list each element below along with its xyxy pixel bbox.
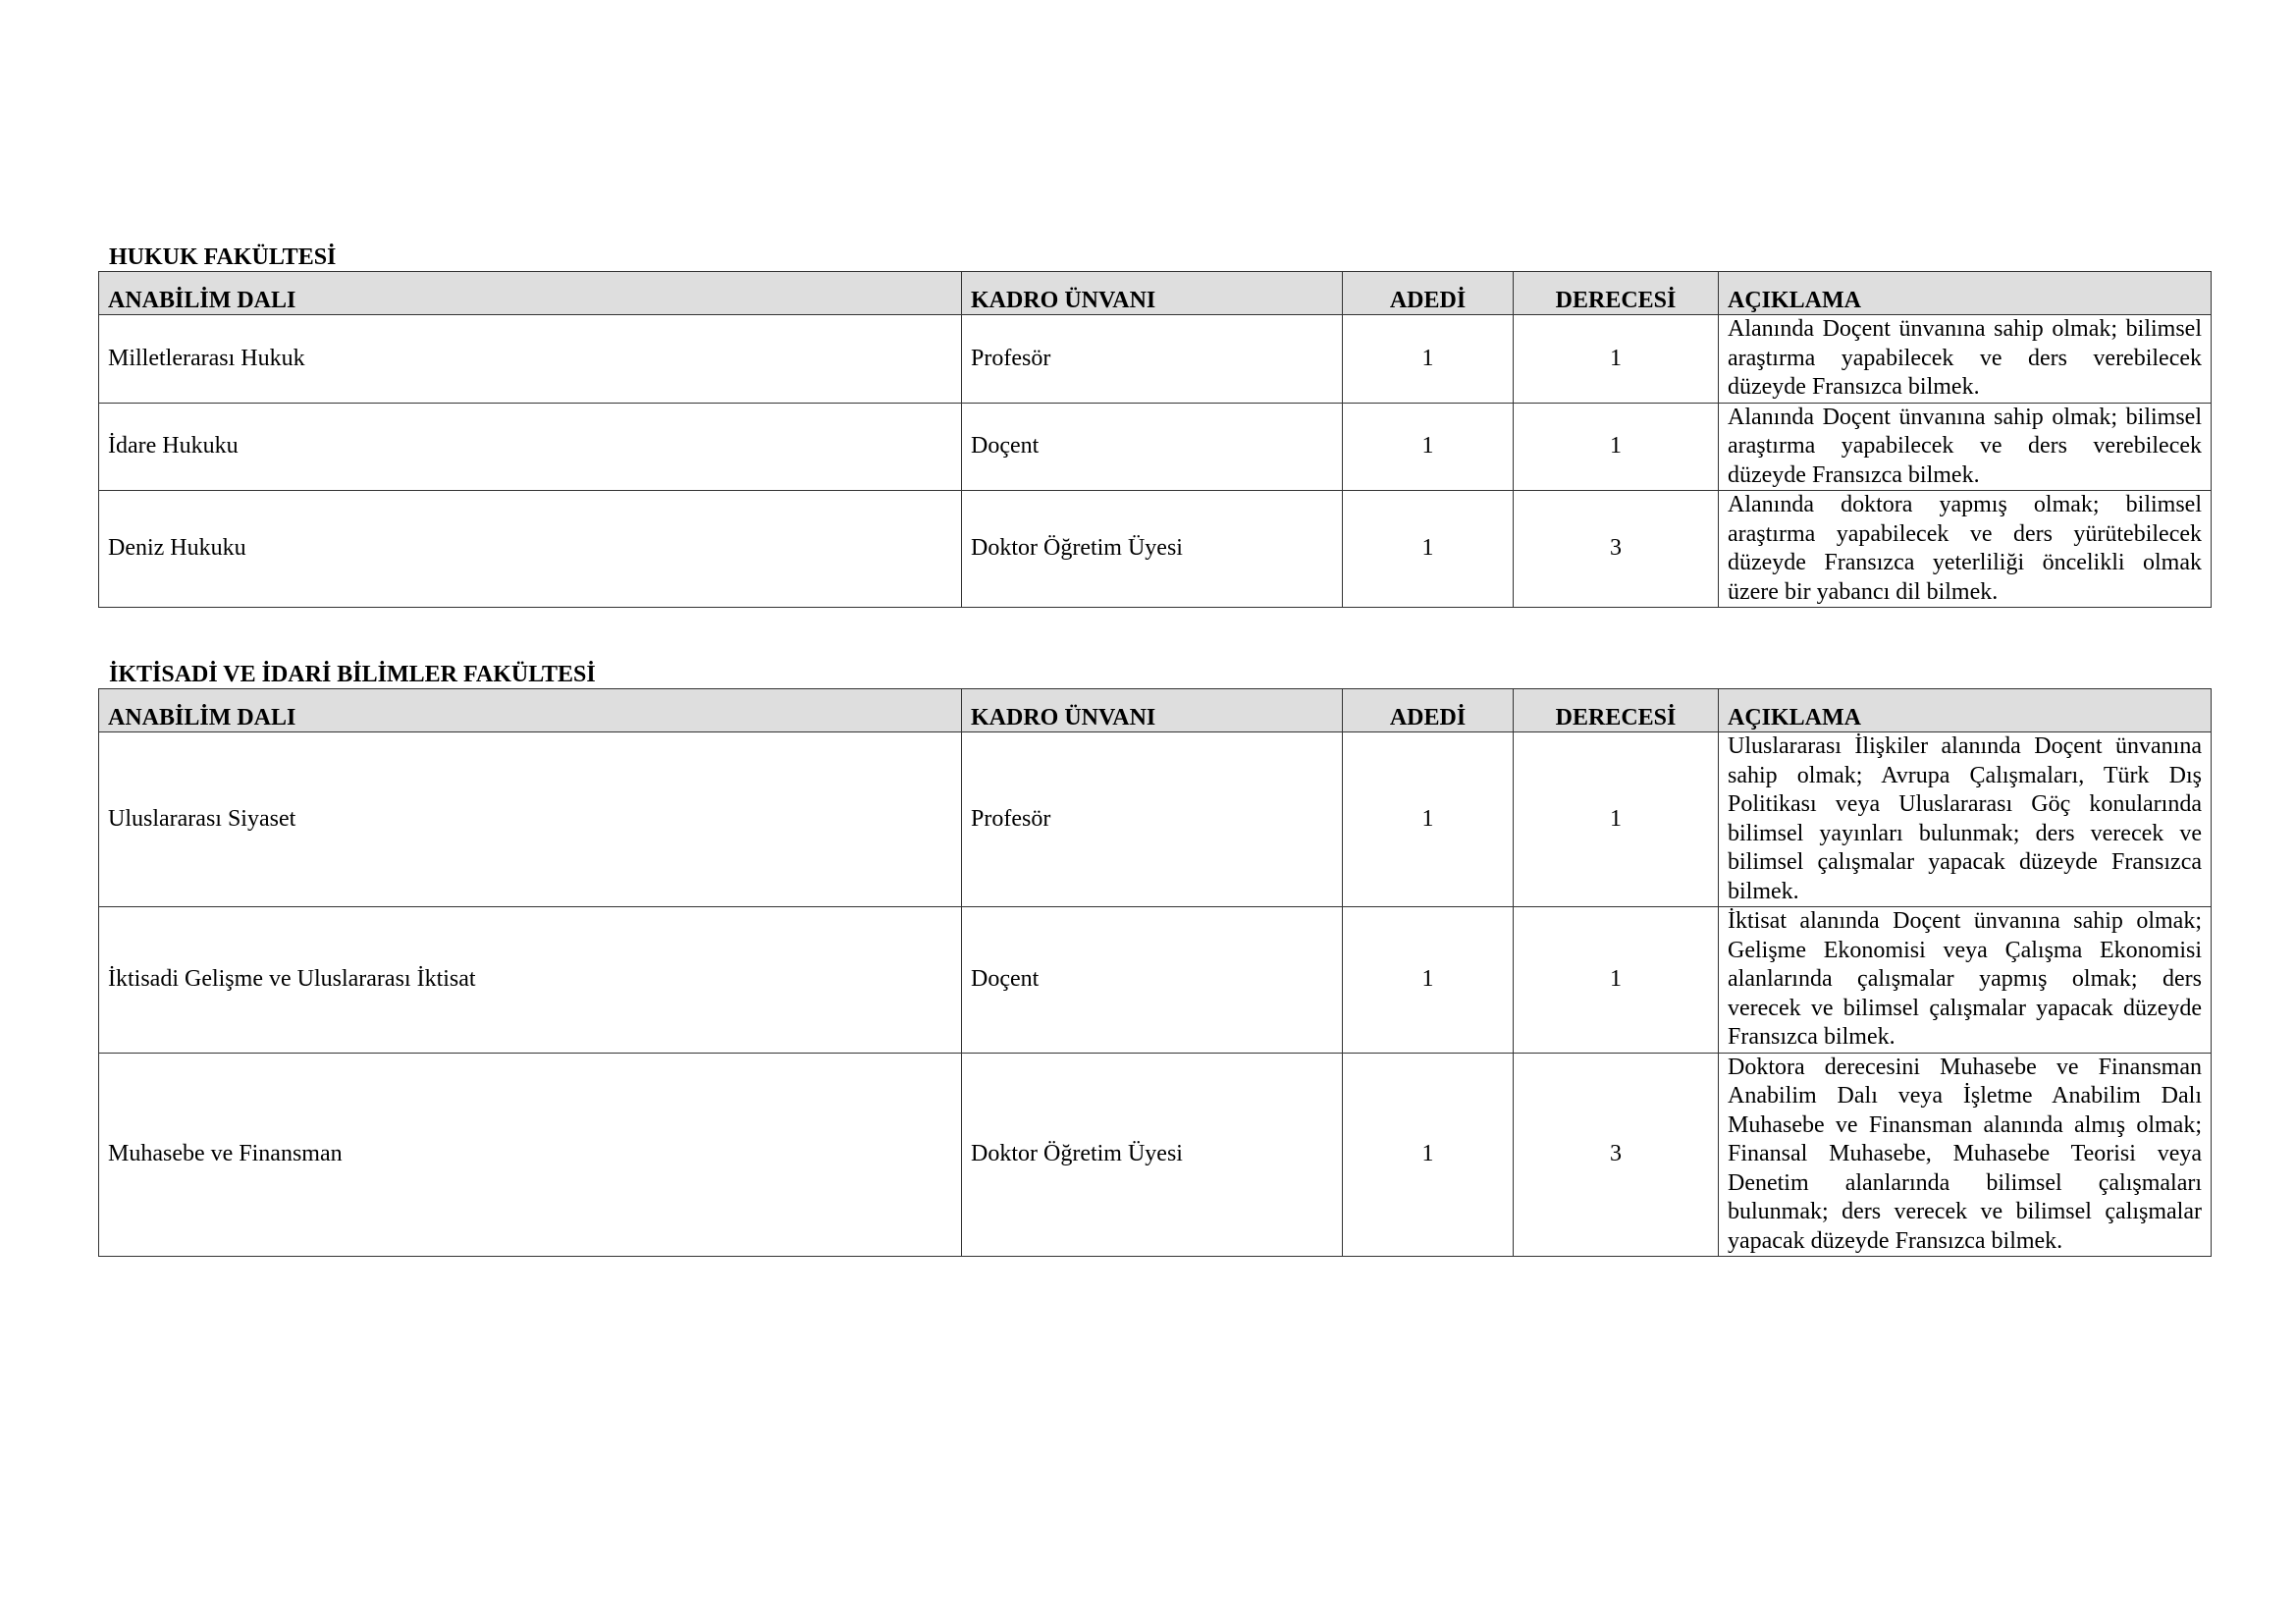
cell-count: 1 [1343, 1053, 1514, 1257]
cell-description: İktisat alanında Doçent ünvanına sahip olmak; Gelişme Ekonomisi veya Çalışma Ekonomisi alanlarında çalışmalar yapmış olmak; ders verecek ve bilimsel çalışmalar yapacak düzeyde Fransızca bilmek. [1719, 907, 2212, 1054]
cell-description: Doktora derecesini Muhasebe ve Finansman Anabilim Dalı veya İşletme Anabilim Dalı Muhasebe ve Finansman alanında almış olmak; Finansal Muhasebe, Muhasebe Teorisi veya Denetim alanlarında bilimsel çalışmaları bulunmak; ders verecek ve bilimsel çalışmalar yapacak düzeyde Fransızca bilmek. [1719, 1053, 2212, 1257]
cell-department: Muhasebe ve Finansman [99, 1053, 962, 1257]
cell-count: 1 [1343, 732, 1514, 907]
header-description: AÇIKLAMA [1719, 689, 2212, 732]
positions-table [98, 271, 2212, 608]
table-row [99, 491, 2212, 608]
cell-title: Doçent [962, 907, 1343, 1054]
cell-degree: 3 [1514, 1053, 1719, 1257]
cell-description: Alanında Doçent ünvanına sahip olmak; bilimsel araştırma yapabilecek ve ders verebilecek düzeyde Fransızca bilmek. [1719, 315, 2212, 404]
cell-count: 1 [1343, 491, 1514, 608]
header-title: KADRO ÜNVANI [962, 272, 1343, 315]
cell-title: Profesör [962, 315, 1343, 404]
table-header-row [99, 272, 2212, 315]
cell-title: Doktor Öğretim Üyesi [962, 491, 1343, 608]
table-row [99, 907, 2212, 1054]
cell-degree: 1 [1514, 732, 1719, 907]
cell-degree: 3 [1514, 491, 1719, 608]
section-hukuk [98, 244, 2211, 608]
cell-description: Alanında Doçent ünvanına sahip olmak; bilimsel araştırma yapabilecek ve ders verebilecek düzeyde Fransızca bilmek. [1719, 403, 2212, 491]
cell-department: Milletlerarası Hukuk [99, 315, 962, 404]
cell-department: Uluslararası Siyaset [99, 732, 962, 907]
cell-degree: 1 [1514, 403, 1719, 491]
cell-title: Profesör [962, 732, 1343, 907]
header-count: ADEDİ [1343, 272, 1514, 315]
cell-department: İdare Hukuku [99, 403, 962, 491]
cell-department: İktisadi Gelişme ve Uluslararası İktisat [99, 907, 962, 1054]
positions-table [98, 688, 2212, 1257]
cell-count: 1 [1343, 315, 1514, 404]
cell-count: 1 [1343, 907, 1514, 1054]
table-row [99, 1053, 2212, 1257]
cell-count: 1 [1343, 403, 1514, 491]
header-degree: DERECESİ [1514, 272, 1719, 315]
table-header-row [99, 689, 2212, 732]
header-description: AÇIKLAMA [1719, 272, 2212, 315]
section-iktisadi [98, 662, 2211, 1257]
header-degree: DERECESİ [1514, 689, 1719, 732]
header-title: KADRO ÜNVANI [962, 689, 1343, 732]
cell-degree: 1 [1514, 907, 1719, 1054]
cell-degree: 1 [1514, 315, 1719, 404]
table-row [99, 315, 2212, 404]
cell-title: Doçent [962, 403, 1343, 491]
header-count: ADEDİ [1343, 689, 1514, 732]
table-row [99, 403, 2212, 491]
cell-description: Alanında doktora yapmış olmak; bilimsel araştırma yapabilecek ve ders yürütebilecek düzeyde Fransızca yeterliliği öncelikli olmak üzere bir yabancı dil bilmek. [1719, 491, 2212, 608]
cell-title: Doktor Öğretim Üyesi [962, 1053, 1343, 1257]
section-title: İKTİSADİ VE İDARİ BİLİMLER FAKÜLTESİ [109, 662, 596, 687]
table-row [99, 732, 2212, 907]
header-department: ANABİLİM DALI [99, 272, 962, 315]
cell-description: Uluslararası İlişkiler alanında Doçent ünvanına sahip olmak; Avrupa Çalışmaları, Türk Dış Politikası veya Uluslararası Göç konularında bilimsel yayınları bulunmak; ders verecek ve bilimsel çalışmalar yapacak düzeyde Fransızca bilmek. [1719, 732, 2212, 907]
cell-department: Deniz Hukuku [99, 491, 962, 608]
section-title: HUKUK FAKÜLTESİ [109, 244, 337, 270]
header-department: ANABİLİM DALI [99, 689, 962, 732]
